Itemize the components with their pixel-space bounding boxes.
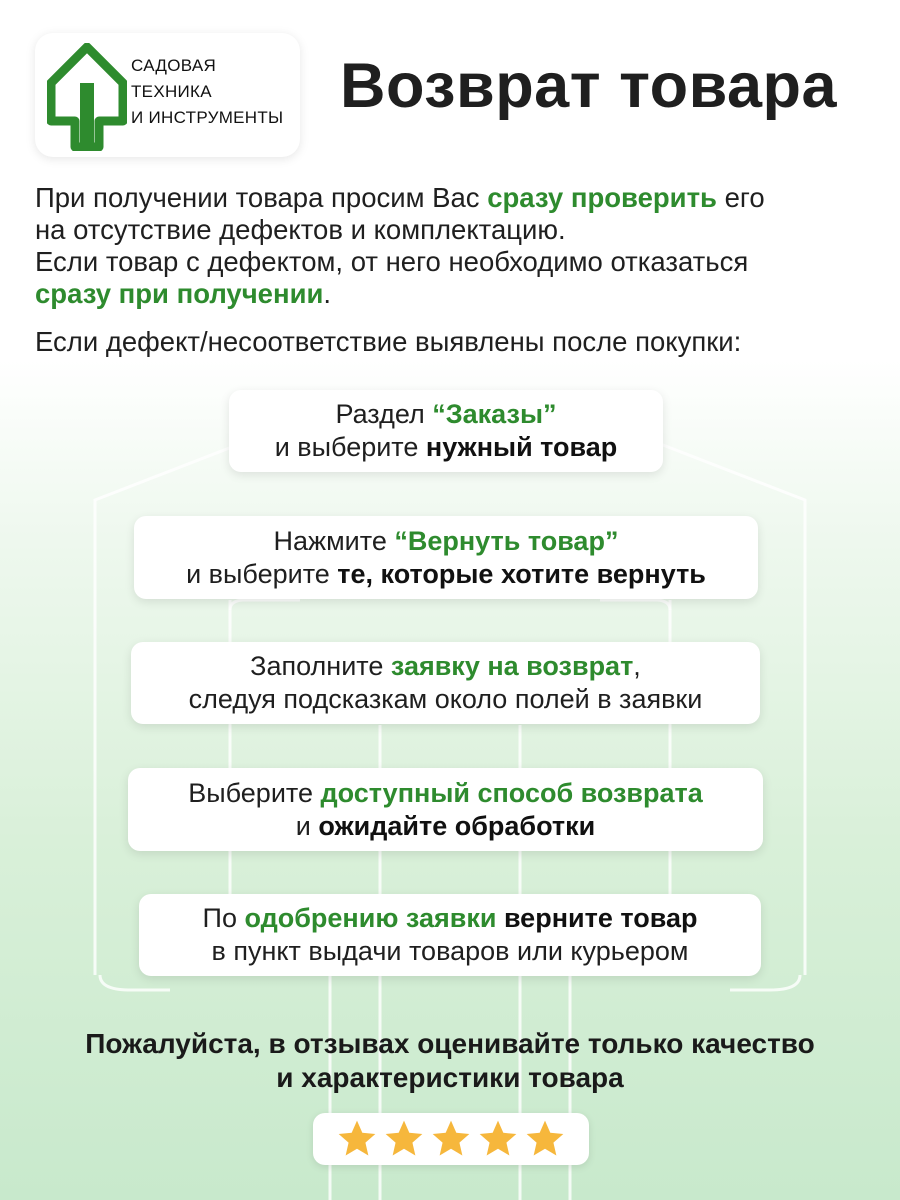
step-text: и выберите bbox=[186, 558, 338, 589]
step-line bbox=[128, 777, 763, 810]
intro-paragraph-1 bbox=[35, 182, 885, 310]
review-request-line-2: и характеристики товара bbox=[276, 1062, 624, 1093]
step-text: , bbox=[633, 651, 641, 681]
step-highlight: доступный способ возврата bbox=[320, 777, 703, 808]
step-line bbox=[134, 525, 758, 558]
star-icon bbox=[429, 1117, 473, 1161]
step-card-fill-request bbox=[131, 642, 760, 724]
step-line: в пункт выдачи товаров или курьером bbox=[211, 936, 689, 966]
star-icon bbox=[523, 1117, 567, 1161]
step-highlight: одобрению заявки bbox=[244, 903, 497, 933]
step-text: Заполните bbox=[250, 651, 391, 681]
brand-logo-card bbox=[35, 33, 300, 157]
rating-stars bbox=[313, 1113, 589, 1165]
step-bold: ожидайте обработки bbox=[318, 810, 596, 841]
step-card-return-item bbox=[134, 516, 758, 599]
step-line bbox=[134, 558, 758, 591]
step-line bbox=[229, 398, 663, 431]
brand-line-1: САДОВАЯ bbox=[131, 56, 217, 75]
step-highlight: “Вернуть товар” bbox=[394, 525, 619, 556]
brand-line-2: ТЕХНИКА bbox=[131, 82, 212, 101]
review-request bbox=[0, 1027, 900, 1095]
intro-text-span: При получении товара просим Вас bbox=[35, 182, 488, 213]
review-request-line-1: Пожалуйста, в отзывах оценивайте только качество bbox=[85, 1028, 815, 1059]
intro-text-span: . bbox=[323, 278, 332, 309]
intro-paragraph-2: Если дефект/несоответствие выявлены после покупки: bbox=[35, 326, 742, 357]
intro-text-span: на отсутствие дефектов и комплектацию. bbox=[35, 214, 566, 245]
step-line bbox=[131, 650, 760, 683]
highlight-refuse-on-receipt: сразу при получении bbox=[35, 278, 324, 309]
step-text: и bbox=[295, 810, 319, 841]
step-card-orders bbox=[229, 390, 663, 472]
star-icon bbox=[476, 1117, 520, 1161]
brand-line-3: И ИНСТРУМЕНТЫ bbox=[131, 108, 284, 127]
step-highlight: “Заказы” bbox=[432, 399, 557, 429]
step-card-return-method bbox=[128, 768, 763, 851]
highlight-check-now: сразу проверить bbox=[487, 182, 717, 213]
intro-text-span: его bbox=[716, 182, 765, 213]
step-text: По bbox=[202, 903, 245, 933]
step-text: Выберите bbox=[188, 777, 321, 808]
intro-text bbox=[35, 182, 885, 358]
step-text: и выберите bbox=[274, 432, 426, 462]
step-bold: те, которые хотите вернуть bbox=[337, 558, 706, 589]
step-text: Нажмите bbox=[273, 525, 395, 556]
house-tree-logo-icon bbox=[47, 43, 127, 151]
intro-text-span: Если товар с дефектом, от него необходимо отказаться bbox=[35, 246, 749, 277]
step-highlight: заявку на возврат bbox=[390, 651, 634, 681]
step-line bbox=[139, 902, 761, 935]
step-line bbox=[128, 810, 763, 843]
step-text: Раздел bbox=[335, 399, 433, 429]
brand-name bbox=[131, 53, 296, 131]
step-bold: нужный товар bbox=[425, 432, 618, 462]
step-card-send-back bbox=[139, 894, 761, 976]
step-bold: верните товар bbox=[496, 903, 698, 933]
star-icon bbox=[335, 1117, 379, 1161]
step-line: следуя подсказкам около полей в заявки bbox=[188, 684, 703, 714]
step-line bbox=[229, 431, 663, 464]
star-icon bbox=[382, 1117, 426, 1161]
page-title: Возврат товара bbox=[340, 51, 838, 121]
